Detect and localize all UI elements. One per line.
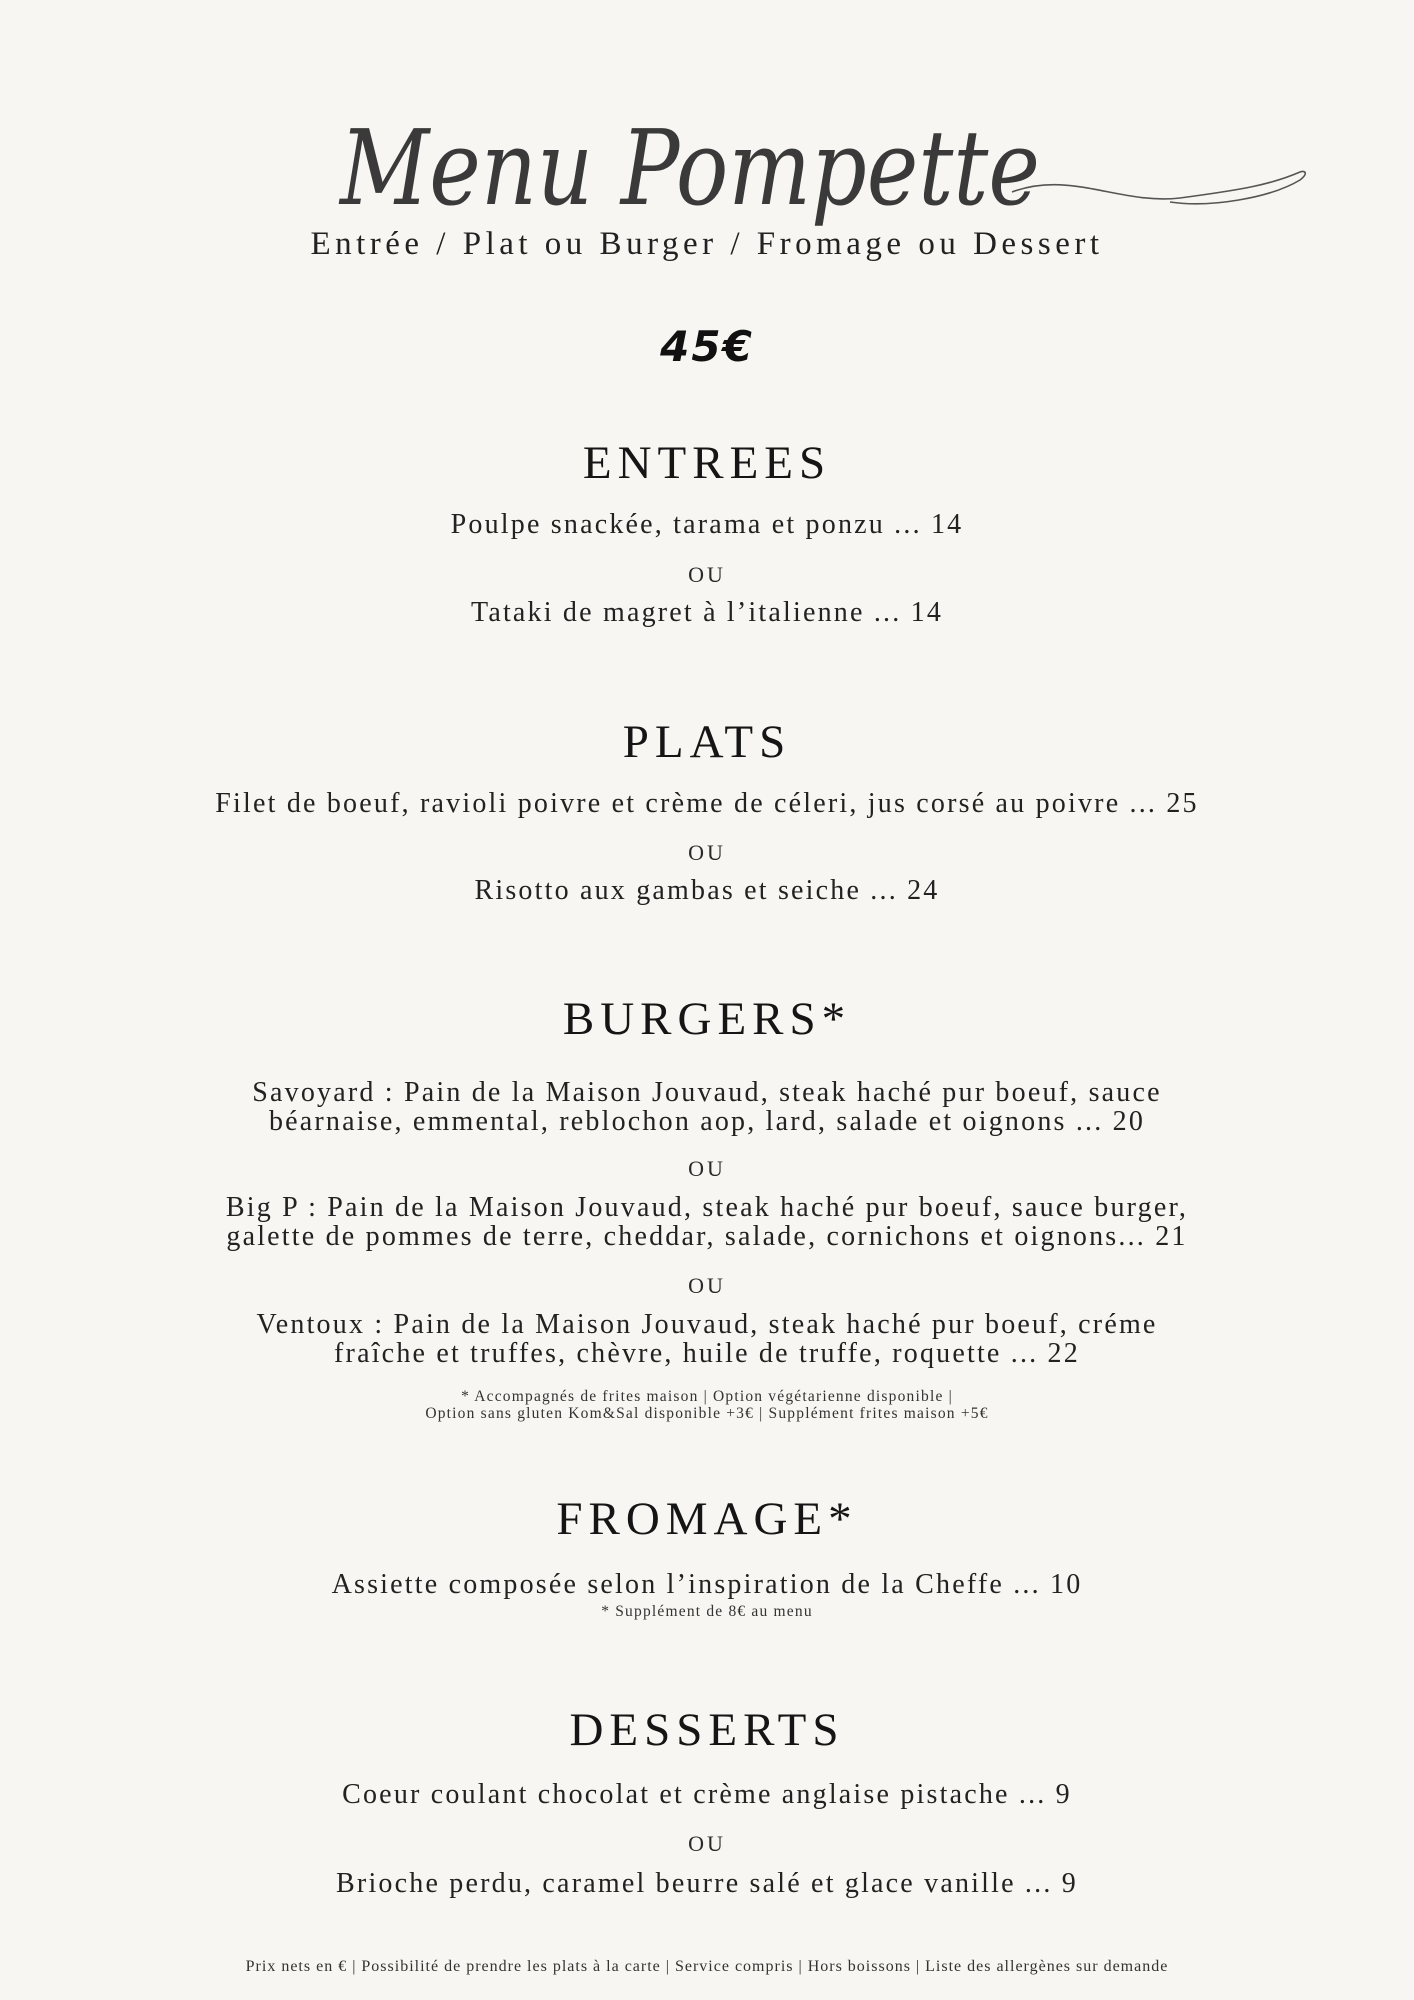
section-title-desserts: DESSERTS	[569, 1704, 845, 1756]
burger-item-3-line-2: fraîche et truffes, chèvre, huile de truffe, roquette ... 22	[334, 1338, 1080, 1369]
plat-item-1: Filet de boeuf, ravioli poivre et crème de céleri, jus corsé au poivre ... 25	[215, 788, 1199, 819]
menu-title	[340, 92, 1060, 242]
burger-note-line-2: Option sans gluten Kom&Sal disponible +3€ | Supplément frites maison +5€	[425, 1405, 989, 1422]
fromage-item-1: Assiette composée selon l’inspiration de la Cheffe ... 10	[331, 1569, 1083, 1600]
menu-price: 45€	[660, 322, 754, 371]
burger-or-separator-1: OU	[688, 1156, 726, 1181]
burger-item-1-line-1: Savoyard : Pain de la Maison Jouvaud, steak haché pur boeuf, sauce	[252, 1077, 1162, 1108]
menu-title-text: Menu Pompette	[338, 107, 1040, 229]
burger-or-separator-2: OU	[688, 1273, 726, 1298]
burger-item-3-line-1: Ventoux : Pain de la Maison Jouvaud, steak haché pur boeuf, créme	[256, 1309, 1158, 1340]
burger-item-2-line-2: galette de pommes de terre, cheddar, salade, cornichons et oignons... 21	[226, 1221, 1188, 1252]
burger-note-line-1: * Accompagnés de frites maison | Option végétarienne disponible |	[461, 1388, 953, 1405]
burger-item-2-line-1: Big P : Pain de la Maison Jouvaud, steak haché pur boeuf, sauce burger,	[225, 1192, 1189, 1223]
entree-item-2: Tataki de magret à l’italienne ... 14	[470, 597, 944, 628]
menu-title-svg	[340, 92, 1060, 242]
section-title-burgers: BURGERS*	[562, 993, 852, 1045]
footer-notice: Prix nets en € | Possibilité de prendre les plats à la carte | Service compris | Hors boissons | Liste des allergènes sur demande	[245, 1958, 1169, 1975]
entree-item-1: Poulpe snackée, tarama et ponzu ... 14	[450, 509, 964, 540]
entree-or-separator: OU	[688, 562, 726, 587]
dessert-item-2: Brioche perdu, caramel beurre salé et glace vanille ... 9	[336, 1868, 1078, 1899]
section-title-fromage: FROMAGE*	[556, 1493, 858, 1545]
dessert-item-1: Coeur coulant chocolat et crème anglaise pistache ... 9	[342, 1779, 1072, 1810]
plat-or-separator: OU	[688, 840, 726, 865]
title-swash-flourish	[1010, 160, 1310, 220]
plat-item-2: Risotto aux gambas et seiche ... 24	[474, 875, 940, 906]
fromage-note: * Supplément de 8€ au menu	[601, 1603, 813, 1620]
menu-subtitle: Entrée / Plat ou Burger / Fromage ou Dessert	[310, 226, 1104, 262]
section-title-plats: PLATS	[622, 716, 792, 768]
burger-item-1-line-2: béarnaise, emmental, reblochon aop, lard, salade et oignons ... 20	[268, 1106, 1146, 1137]
dessert-or-separator: OU	[688, 1831, 726, 1856]
section-title-entrees: ENTREES	[582, 437, 832, 489]
